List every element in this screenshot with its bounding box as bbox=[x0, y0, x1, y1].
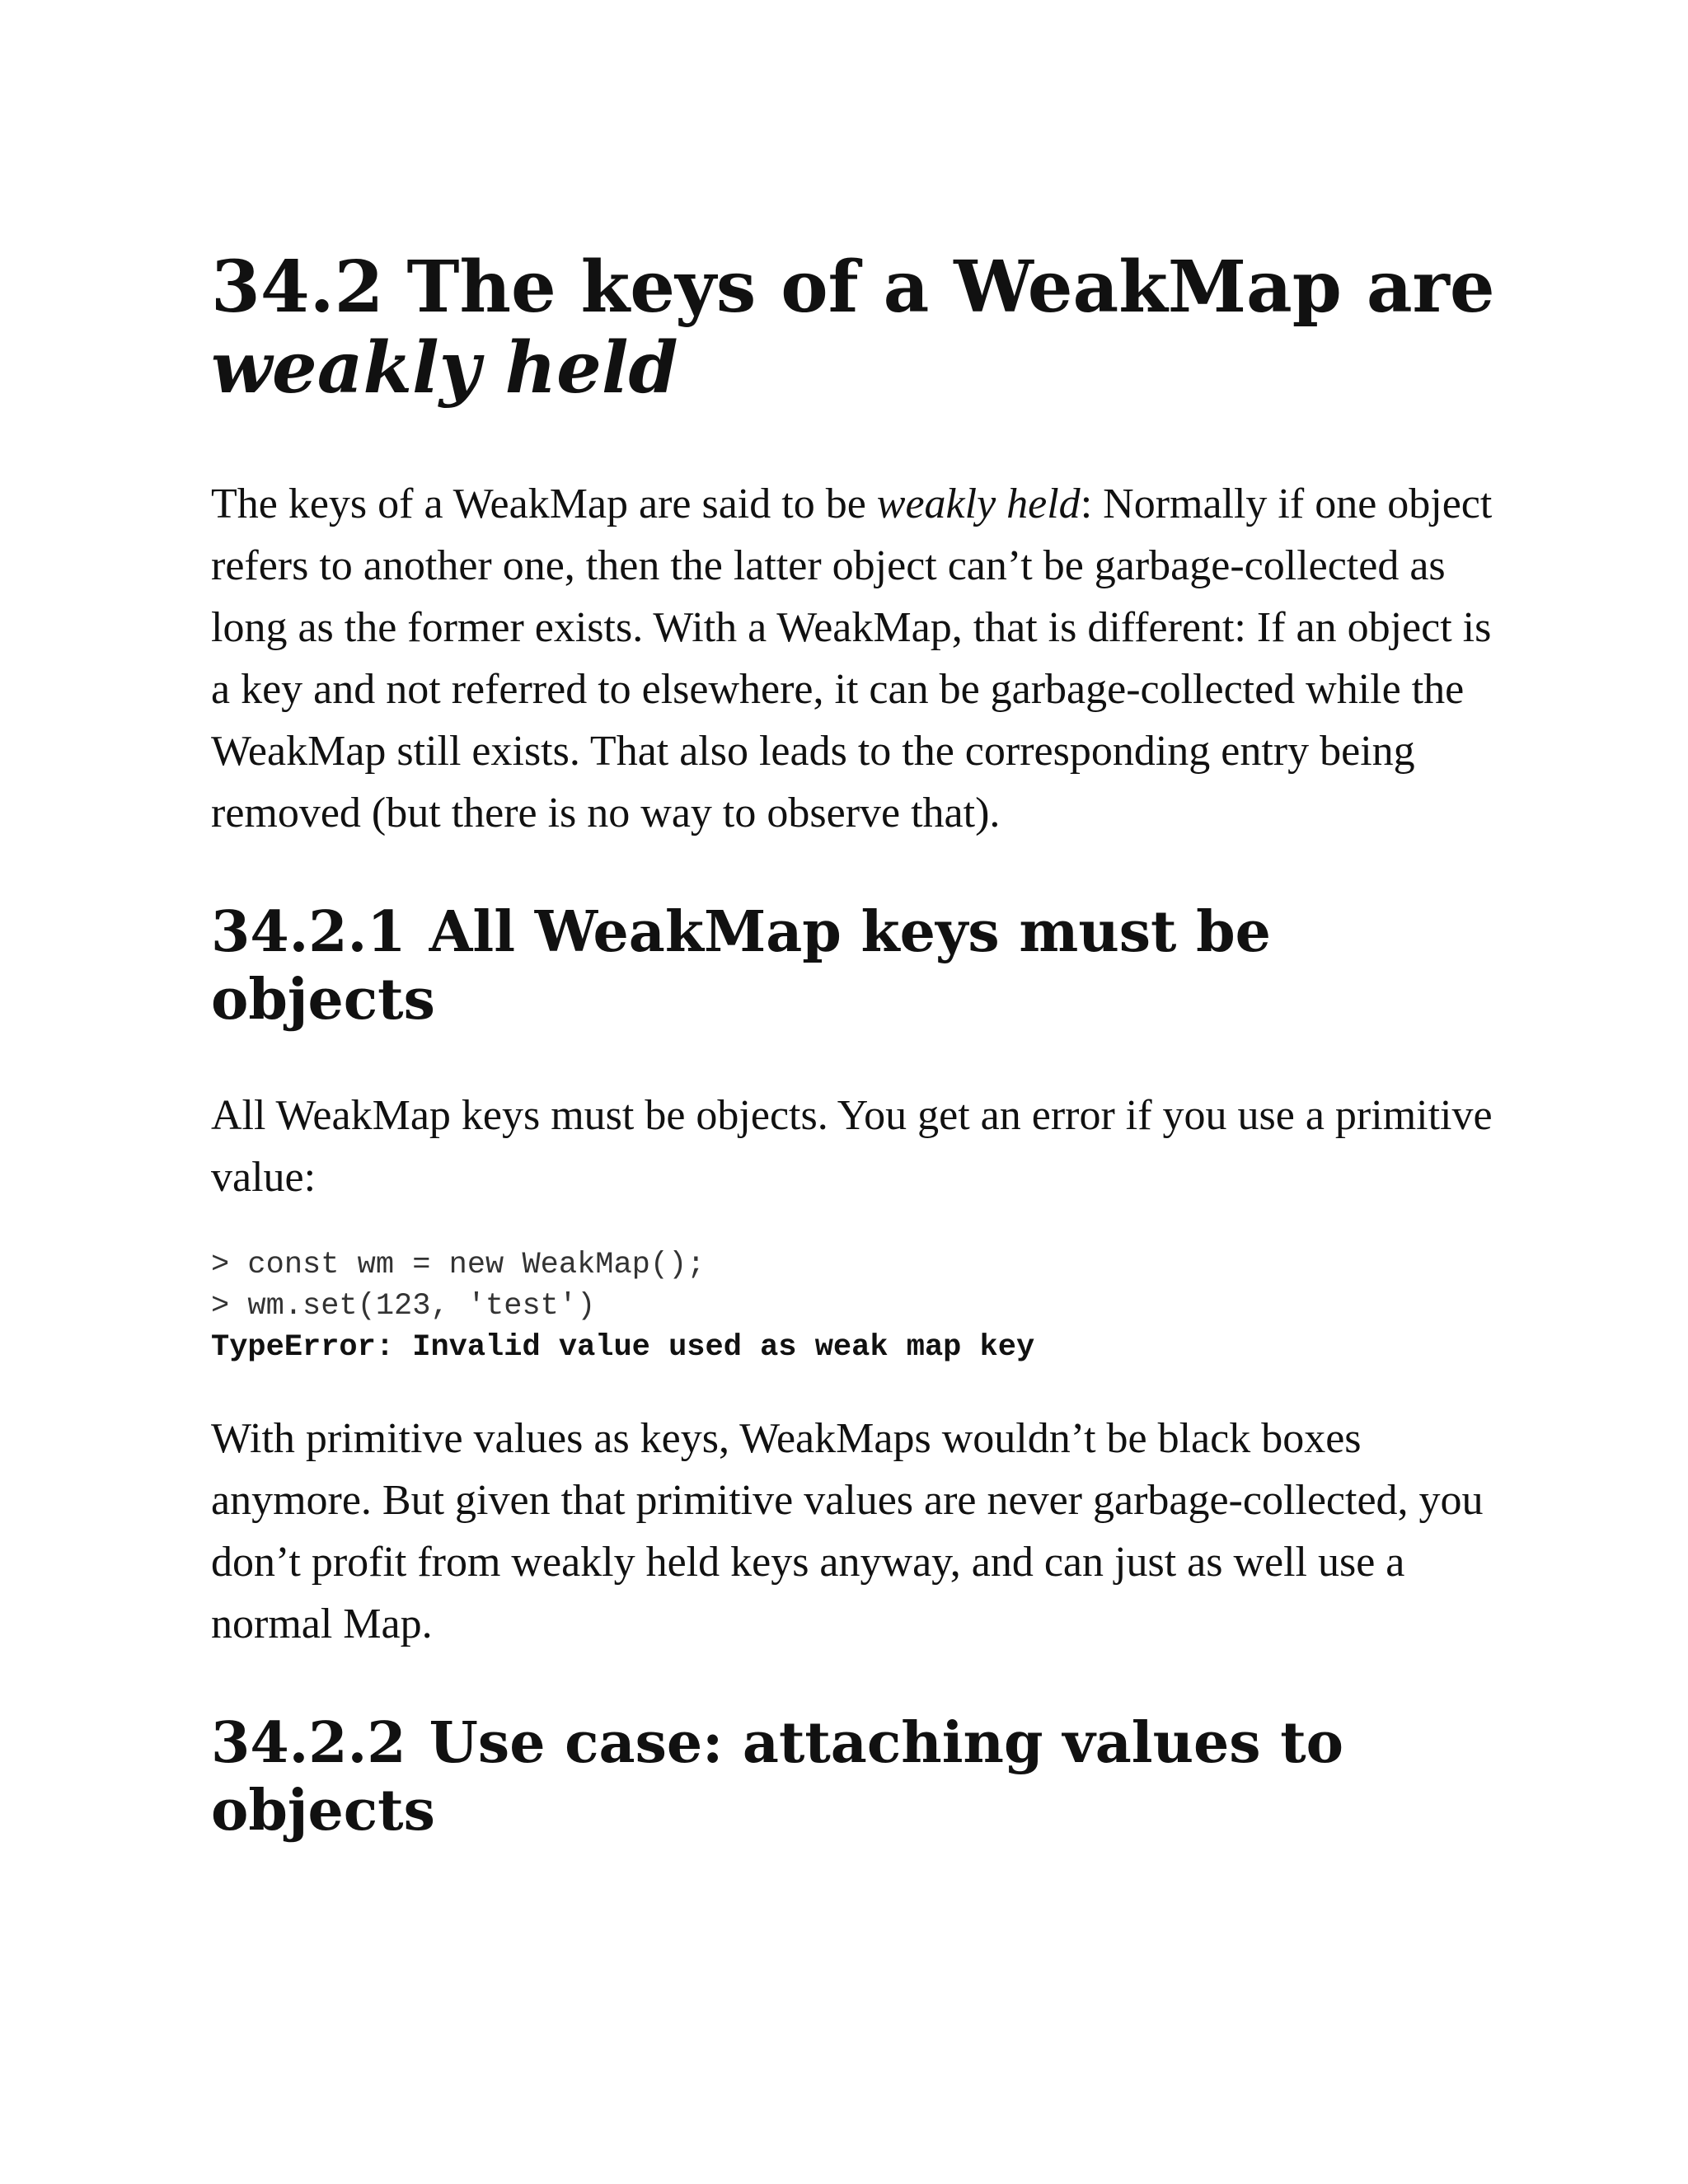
section-title: The keys of a WeakMap are bbox=[406, 246, 1495, 329]
intro-text-end: : Normally if one object refers to another one, then the latter object can’t be garbage-collected as long as the former exists. With a WeakMap, that is different: If an object is a key and not referred to elsewhere, it can be garbage-collected while the WeakMap still exists. That also leads to the corresponding entry being removed (but there is no way to observe that). bbox=[211, 480, 1493, 837]
subsection-number-2: 34.2.2 bbox=[211, 1710, 406, 1776]
page-content bbox=[211, 247, 1497, 1844]
subsection-heading-2 bbox=[211, 1709, 1497, 1844]
section-number: 34.2 bbox=[211, 246, 384, 329]
intro-emphasis: weakly held bbox=[876, 480, 1081, 527]
primitive-keys-paragraph: With primitive values as keys, WeakMaps wouldn’t be black boxes anymore. But given that primitive values are never garbage-collected, you don’t profit from weakly held keys anyway, and can just as well use a normal Map. bbox=[211, 1415, 1484, 1647]
section-heading bbox=[211, 247, 1497, 409]
intro-text-start: The keys of a WeakMap are said to be bbox=[211, 480, 877, 527]
code-line: > wm.set(123, 'test') bbox=[211, 1289, 596, 1324]
code-line: > const wm = new WeakMap(); bbox=[211, 1248, 706, 1282]
subsection-title-1: All WeakMap keys must be objects bbox=[211, 899, 1271, 1033]
subsection-heading-1 bbox=[211, 898, 1497, 1033]
code-block bbox=[211, 1244, 1497, 1368]
section-title-emphasis: weakly held bbox=[211, 326, 678, 410]
subsection-number-1: 34.2.1 bbox=[211, 899, 406, 965]
subsection-title-2: Use case: attaching values to objects bbox=[211, 1710, 1344, 1844]
intro-paragraph bbox=[211, 473, 1497, 844]
keys-paragraph: All WeakMap keys must be objects. You get an error if you use a primitive value: bbox=[211, 1092, 1493, 1201]
code-output: TypeError: Invalid value used as weak map key bbox=[211, 1330, 1035, 1365]
